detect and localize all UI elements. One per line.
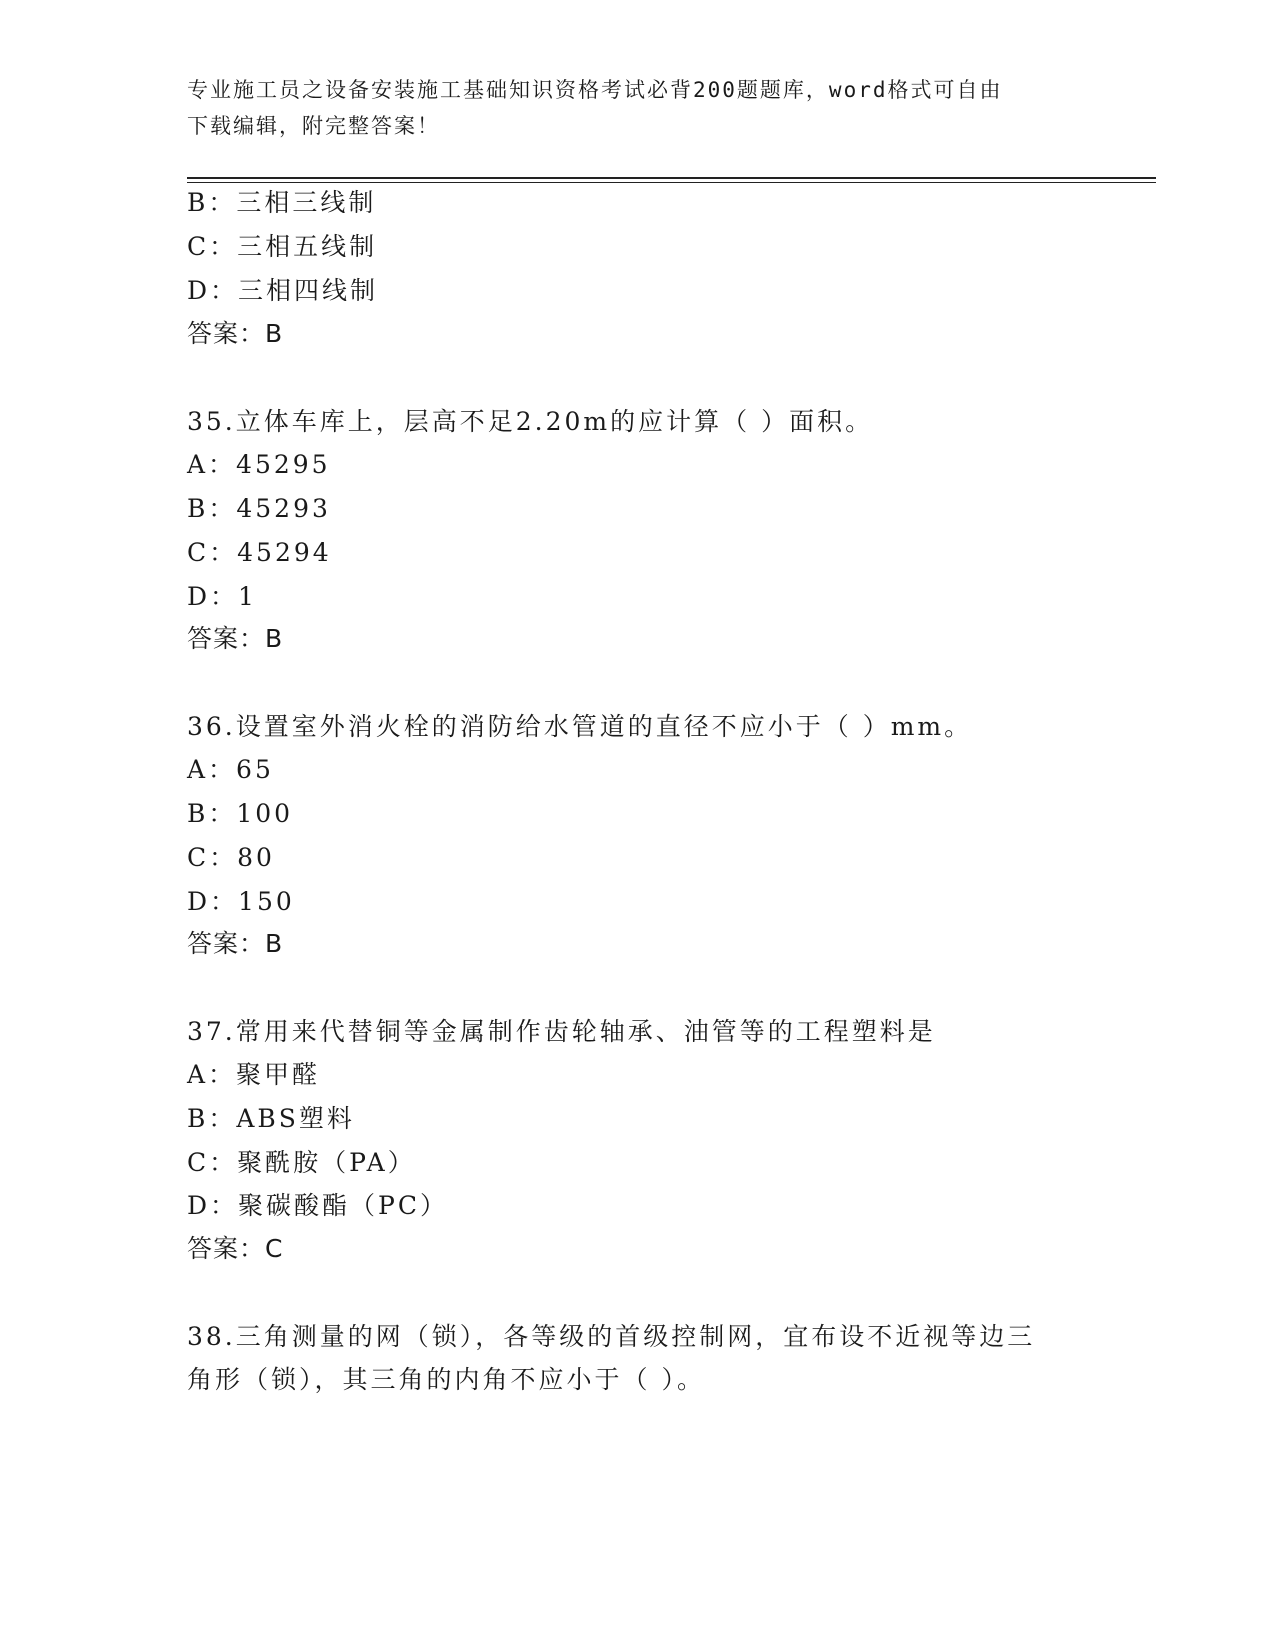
q34-option-b: B：三相三线制 <box>187 188 377 217</box>
q37-answer: 答案：C <box>187 1234 284 1263</box>
header-line-2: 下载编辑，附完整答案！ <box>187 114 440 138</box>
header-divider-thick <box>187 177 1156 179</box>
q35-option-d: D：1 <box>187 582 257 611</box>
header-line-1: 专业施工员之设备安装施工基础知识资格考试必背200题题库，word格式可自由 <box>187 78 1003 102</box>
q37-option-a: A：聚甲醛 <box>187 1060 321 1089</box>
header-divider-thin <box>187 182 1156 183</box>
q35-stem: 35.立体车库上，层高不足2.20m的应计算（ ）面积。 <box>187 407 874 436</box>
q34-answer: 答案：B <box>187 319 284 348</box>
q36-answer: 答案：B <box>187 929 284 958</box>
q36-option-a: A：65 <box>187 755 274 784</box>
q37-option-c: C：聚酰胺（PA） <box>187 1148 416 1177</box>
q38-stem-line-2: 角形（锁），其三角的内角不应小于（ ）。 <box>187 1365 705 1394</box>
q34-option-d: D：三相四线制 <box>187 276 379 305</box>
q38-stem-line-1: 38.三角测量的网（锁），各等级的首级控制网，宜布设不近视等边三 <box>187 1322 1036 1351</box>
q36-option-b: B：100 <box>187 799 294 828</box>
q35-answer: 答案：B <box>187 624 284 653</box>
document-header <box>187 72 1067 144</box>
q35-option-a: A：45295 <box>187 450 331 479</box>
q37-option-b: B：ABS塑料 <box>187 1104 355 1133</box>
q36-option-d: D：150 <box>187 887 295 916</box>
q35-option-c: C：45294 <box>187 538 332 567</box>
q36-option-c: C：80 <box>187 843 275 872</box>
q36-stem: 36.设置室外消火栓的消防给水管道的直径不应小于（ ）mm。 <box>187 712 973 741</box>
q37-stem: 37.常用来代替铜等金属制作齿轮轴承、油管等的工程塑料是 <box>187 1017 936 1046</box>
q35-option-b: B：45293 <box>187 494 331 523</box>
q34-option-c: C：三相五线制 <box>187 232 378 261</box>
q37-option-d: D：聚碳酸酯（PC） <box>187 1191 448 1220</box>
